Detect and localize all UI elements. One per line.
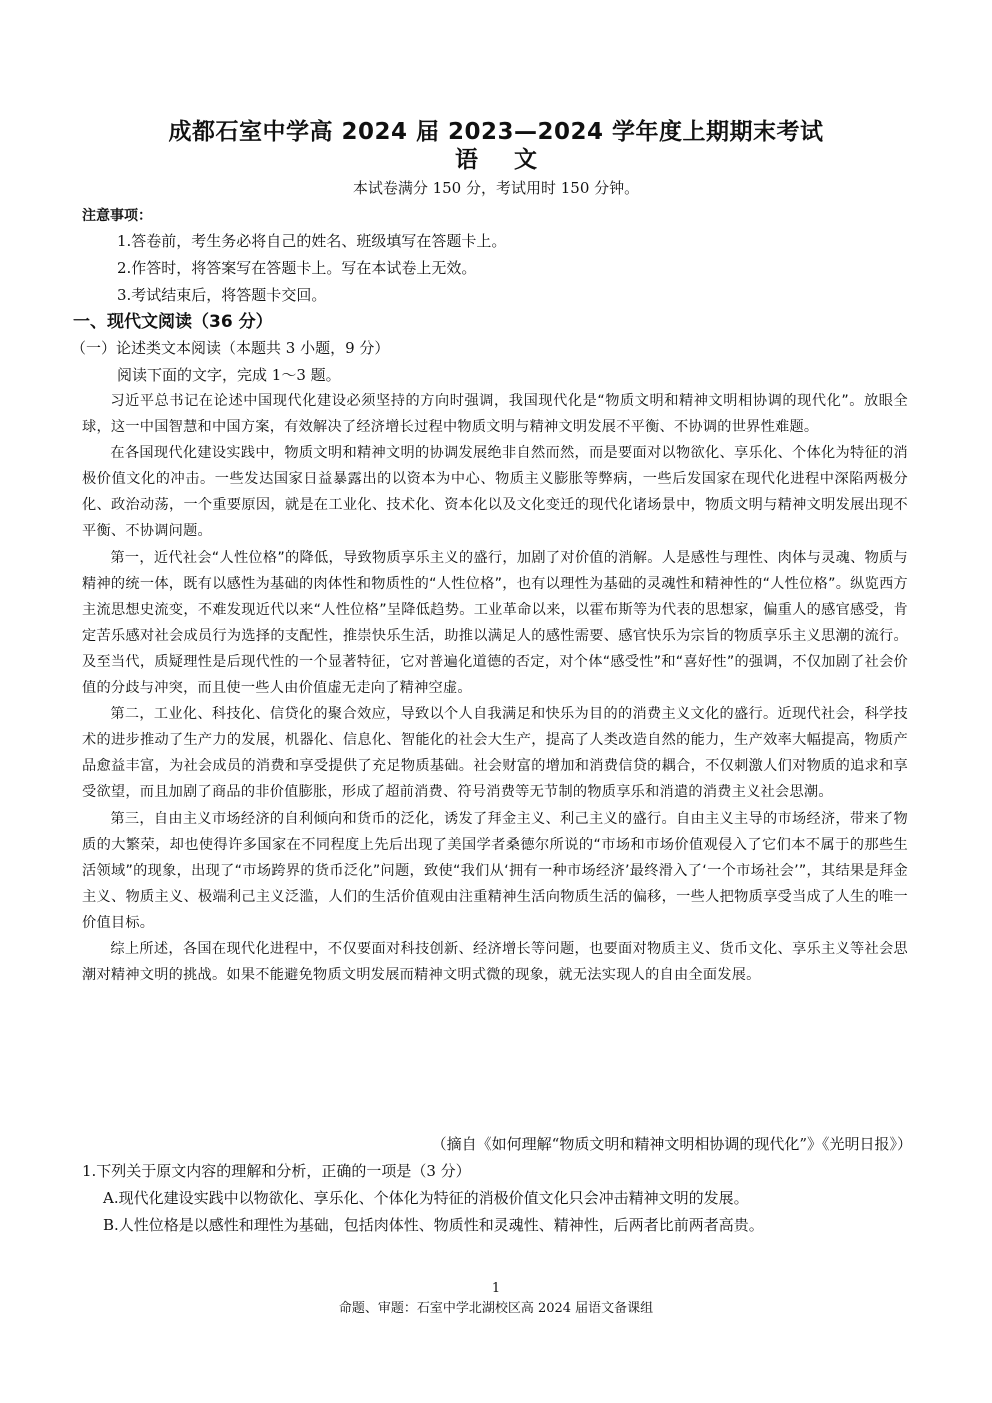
passage-source: （摘自《如何理解“物质文明和精神文明相协调的现代化”》《光明日报》） [431,1135,912,1153]
subsection-title: （一）论述类文本阅读（本题共 3 小题，9 分） [71,339,390,357]
page-number: 1 [491,1281,501,1296]
passage-paragraph: 第一，近代社会“人性位格”的降低，导致物质享乐主义的盛行，加剧了对价值的消解。人是感性与理性、肉体与灵魂、物质与精神的统一体，既有以感性为基础的肉体性和物质性的“人性位格”，也有以理性为基础的灵魂性和精神性的“人性位格”。纵览西方主流思想史流变，不难发现近代以来“人性位格”呈降低趋势。工业革命以来，以霍布斯等为代表的思想家，偏重人的感官感受，肯定苦乐感对社会成员行为选择的支配性，推崇快乐生活，助推以满足人的感性需要、感官快乐为宗旨的物质享乐主义思潮的流行。及至当代，质疑理性是后现代性的一个显著特征，它对普遍化道德的否定，对个体“感受性”和“喜好性”的强调，不仅加剧了社会价值的分歧与冲突，而且使一些人由价值虚无走向了精神空虚。 [82,549,908,697]
reading-passage [82,388,908,988]
answer-option: A.现代化建设实践中以物欲化、享乐化、个体化为特征的消极价值文化只会冲击精神文明的发展。 [103,1189,749,1207]
notice-item: 2.作答时，将答案写在答题卡上。写在本试卷上无效。 [117,259,477,277]
exam-title: 成都石室中学高 2024 届 2023—2024 学年度上期期末考试 [168,119,824,145]
subject-title: 语 文 [454,147,551,173]
passage-paragraph: 第二，工业化、科技化、信贷化的聚合效应，导致以个人自我满足和快乐为目的的消费主义文化的盛行。近现代社会，科学技术的进步推动了生产力的发展，机器化、信息化、智能化的社会大生产，提高了人类改造自然的能力，生产效率大幅提高，物质产品愈益丰富，为社会成员的消费和享受提供了充足物质基础。社会财富的增加和消费信贷的耦合，不仅刺激人们对物质的追求和享受欲望，而且加剧了商品的非价值膨胀，形成了超前消费、符号消费等无节制的物质享乐和消遣的消费主义社会思潮。 [82,706,908,801]
reading-instruction: 阅读下面的文字，完成 1～3 题。 [117,366,341,384]
passage-paragraph: 综上所述，各国在现代化进程中，不仅要面对科技创新、经济增长等问题，也要面对物质主义、货币文化、享乐主义等社会思潮对精神文明的挑战。如果不能避免物质文明发展而精神文明式微的现象，就无法实现人的自由全面发展。 [82,940,908,984]
section-title: 一、现代文阅读（36 分） [73,312,273,332]
notice-item: 3.考试结束后，将答题卡交回。 [117,286,327,304]
passage-paragraph: 第三，自由主义市场经济的自利倾向和货币的泛化，诱发了拜金主义、利己主义的盛行。自由主义主导的市场经济，带来了物质的大繁荣，却也使得许多国家在不同程度上先后出现了美国学者桑德尔所说的“市场和市场价值观侵入了它们本不属于的那些生活领域”的现象，出现了“市场跨界的货币泛化”问题，致使“我们从‘拥有一种市场经济’最终滑入了‘一个市场社会’”，其结果是拜金主义、物质主义、极端利己主义泛滥，人们的生活价值观由注重精神生活向物质生活的偏移，一些人把物质享受当成了人生的唯一价值目标。 [82,810,908,931]
passage-paragraph: 在各国现代化建设实践中，物质文明和精神文明的协调发展绝非自然而然，而是要面对以物欲化、享乐化、个体化为特征的消极价值文化的冲击。一些发达国家日益暴露出的以资本为中心、物质主义膨胀等弊病，一些后发国家在现代化进程中深陷两极分化、政治动荡，一个重要原因，就是在工业化、技术化、资本化以及文化变迁的现代化诸场景中，物质文明与精神文明发展出现不平衡、不协调问题。 [82,445,908,540]
answer-option: B.人性位格是以感性和理性为基础，包括肉体性、物质性和灵魂性、精神性，后两者比前两者高贵。 [103,1216,764,1234]
passage-paragraph: 习近平总书记在论述中国现代化建设必须坚持的方向时强调，我国现代化是“物质文明和精神文明相协调的现代化”。放眼全球，这一中国智慧和中国方案，有效解决了经济增长过程中物质文明与精神文明发展不平衡、不协调的世界性难题。 [82,393,908,436]
exam-info: 本试卷满分 150 分，考试用时 150 分钟。 [352,179,640,197]
notice-item: 1.答卷前，考生务必将自己的姓名、班级填写在答题卡上。 [117,232,507,250]
notice-title: 注意事项： [82,208,152,224]
question-stem: 1.下列关于原文内容的理解和分析，正确的一项是（3 分） [82,1162,471,1180]
page-footer: 命题、审题：石室中学北湖校区高 2024 届语文备课组 [338,1301,654,1316]
